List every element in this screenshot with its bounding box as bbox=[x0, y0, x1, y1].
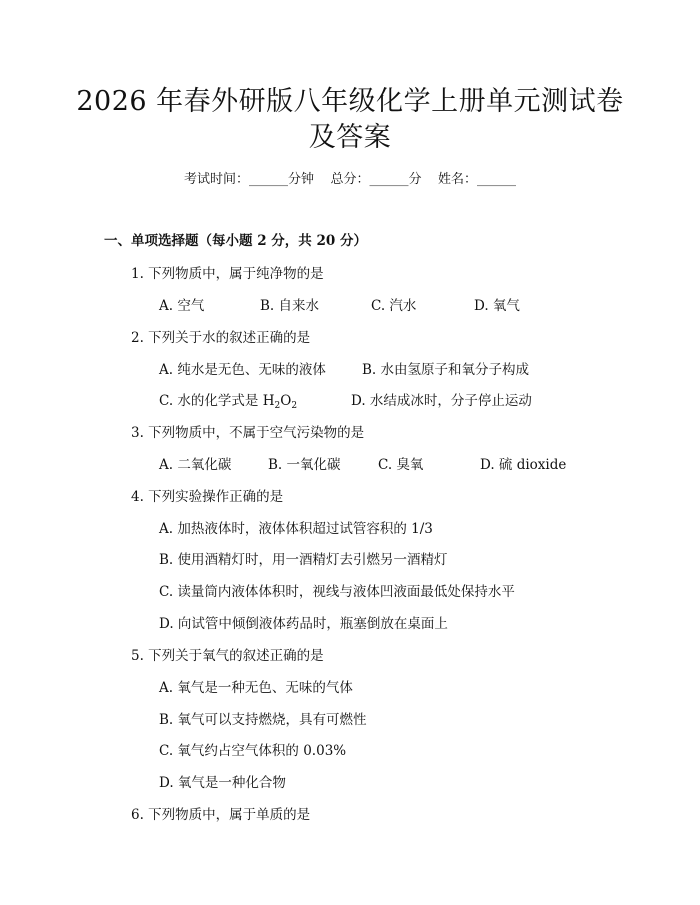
question-2-option-d: D. 水结成冰时，分子停止运动 bbox=[351, 393, 532, 409]
question-4-option-c: C. 读量筒内液体体积时，视线与液体凹液面最低处保持水平 bbox=[159, 584, 515, 600]
question-6-stem: 6. 下列物质中，属于单质的是 bbox=[131, 807, 311, 823]
question-4-stem: 4. 下列实验操作正确的是 bbox=[131, 489, 284, 505]
question-4-option-a: A. 加热液体时，液体体积超过试管容积的 1/3 bbox=[159, 521, 433, 537]
question-1-stem: 1. 下列物质中，属于纯净物的是 bbox=[131, 266, 324, 282]
question-3-option-b: B. 一氧化碳 bbox=[268, 457, 341, 473]
document-title-line2: 及答案 bbox=[308, 122, 392, 153]
question-3-option-c: C. 臭氧 bbox=[378, 457, 424, 473]
question-2-option-c-prefix: C. 水的化学式是 H bbox=[159, 393, 275, 409]
question-5-option-c: C. 氧气约占空气体积的 0.03% bbox=[159, 743, 347, 759]
exam-info-line: 考试时间：______分钟 总分：______分 姓名：______ bbox=[183, 172, 517, 187]
question-1-option-c: C. 汽水 bbox=[371, 298, 417, 314]
question-5-option-b: B. 氧气可以支持燃烧，具有可燃性 bbox=[159, 712, 367, 728]
question-2-option-c-mid: O bbox=[280, 393, 292, 409]
question-3-option-a: A. 二氧化碳 bbox=[159, 457, 232, 473]
question-2-option-c bbox=[159, 389, 297, 409]
question-5-option-a: A. 氧气是一种无色、无味的气体 bbox=[159, 680, 353, 696]
question-5-stem: 5. 下列关于氧气的叙述正确的是 bbox=[131, 648, 324, 664]
question-2-stem: 2. 下列关于水的叙述正确的是 bbox=[131, 330, 311, 346]
question-5-option-d: D. 氧气是一种化合物 bbox=[159, 775, 286, 791]
question-1-option-a: A. 空气 bbox=[159, 298, 205, 314]
question-4-option-d: D. 向试管中倾倒液体药品时，瓶塞倒放在桌面上 bbox=[159, 616, 448, 632]
question-4-option-b: B. 使用酒精灯时，用一酒精灯去引燃另一酒精灯 bbox=[159, 552, 448, 568]
question-3-stem: 3. 下列物质中，不属于空气污染物的是 bbox=[131, 425, 365, 441]
question-2-option-c-subscript-1: 2 bbox=[274, 401, 281, 411]
section-heading: 一、单项选择题（每小题 2 分，共 20 分） bbox=[104, 233, 367, 249]
question-3-option-d: D. 硫 dioxide bbox=[480, 457, 567, 473]
question-2-option-c-subscript-2: 2 bbox=[291, 401, 298, 411]
question-1-option-b: B. 自来水 bbox=[260, 298, 320, 314]
document-title-line1: 2026 年春外研版八年级化学上册单元测试卷 bbox=[76, 86, 624, 117]
question-2-option-a: A. 纯水是无色、无味的液体 bbox=[159, 362, 326, 378]
question-2-option-b: B. 水由氢原子和氧分子构成 bbox=[362, 362, 530, 378]
question-1-option-d: D. 氧气 bbox=[474, 298, 520, 314]
